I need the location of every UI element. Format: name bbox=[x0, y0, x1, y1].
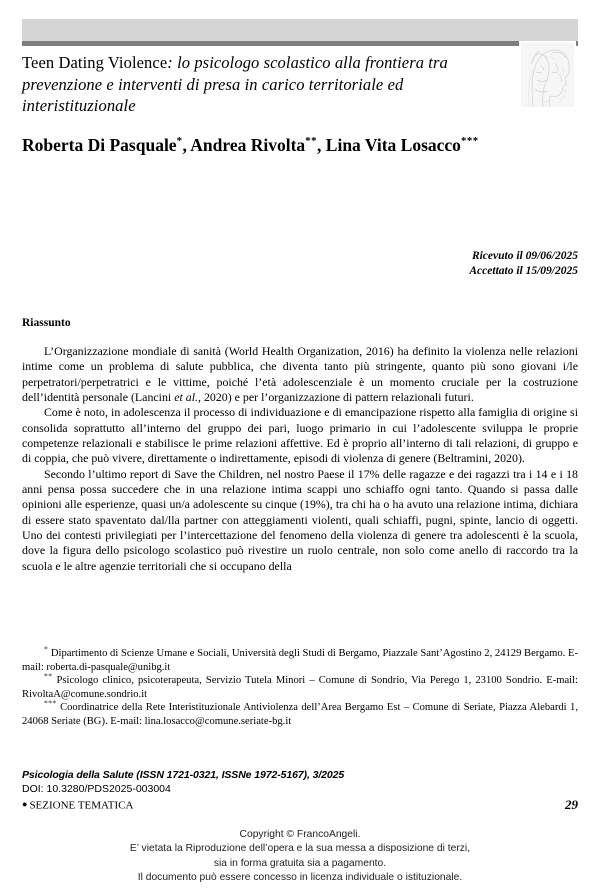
footnote-mark-3: *** bbox=[44, 698, 57, 708]
footnote-1 bbox=[22, 644, 578, 674]
author-name-3: Lina Vita Losacco bbox=[325, 135, 461, 155]
author-name-1: Roberta Di Pasquale bbox=[22, 135, 177, 155]
copyright-line-4: Il documento può essere concesso in licenza individuale o istituzionale. bbox=[137, 871, 463, 883]
author-footnote-mark-2: ** bbox=[305, 135, 318, 148]
author-name-2: Andrea Rivolta bbox=[190, 135, 306, 155]
journal-doi: DOI: 10.3280/PDS2025-003004 bbox=[22, 783, 171, 795]
footnotes-block bbox=[22, 644, 578, 729]
article-title-italic: : lo psicologo scolastico alla frontiera tra prevenzione e interventi di presa in carico territoriale ed interistituzionale bbox=[22, 53, 448, 115]
footnote-text-2: Psicologo clinico, psicoterapeuta, Servizio Tutela Minori – Comune di Sondrio, Via Perego 1, 23100 Sondrio. E-mail: RivoltaA@comune.sondrio.it bbox=[22, 675, 578, 700]
journal-title-line: Psicologia della Salute (ISSN 1721-0321, ISSNe 1972-5167), 3/2025 bbox=[22, 769, 345, 781]
author-separator-1: , bbox=[182, 135, 191, 155]
copyright-line-1: Copyright © FrancoAngeli. bbox=[239, 829, 361, 840]
page-number: 29 bbox=[565, 796, 578, 812]
footnote-2 bbox=[22, 671, 578, 701]
received-date: Ricevuto il 09/06/2025 bbox=[471, 250, 578, 262]
accepted-date: Accettato il 15/09/2025 bbox=[469, 264, 578, 277]
title-block bbox=[22, 52, 504, 117]
submission-dates bbox=[22, 249, 578, 278]
abstract-p1-part-a: L’Organizzazione mondiale di sanità (World Health Organization, 2016) ha definito la violenza nelle relazioni intime come un problema di salute pubblica, che diventa tanto più stringente, quanto più sono giovani i/le perpetratori/perpetratrici e le vittime, poiché l’età adolescenziale è un momento cruciale per la costruzione dell’identità personale (Lancini bbox=[22, 344, 578, 405]
abstract-p1-part-b: , 2020) e per l’organizzazione di pattern relazionali futuri. bbox=[198, 390, 474, 405]
article-title bbox=[22, 52, 504, 117]
copyright-line-3: sia in forma gratuita sia a pagamento. bbox=[213, 857, 387, 869]
abstract-paragraph-2: Come è noto, in adolescenza il processo di individuazione e di emancipazione rispetto alla famiglia di origine si consolida soprattutto all’interno del gruppo dei pari, luogo primario in cui l’adolescente sviluppa le proprie competenze relazionali e stabilisce le prime relazioni affettive. Ed è proprio all’interno di tali relazioni, di gruppo e di coppia, che può vivere, direttamente o indirettamente, episodi di violenza di genere (Beltramini, 2020). bbox=[22, 405, 578, 466]
author-separator-2: , bbox=[317, 135, 326, 155]
franco-angeli-profile-engraving-icon bbox=[519, 41, 576, 109]
article-title-roman: Teen Dating Violence bbox=[22, 53, 168, 72]
masthead-banner-bar bbox=[22, 19, 578, 41]
footnote-3 bbox=[22, 698, 578, 728]
copyright-notice bbox=[0, 828, 600, 885]
abstract-paragraph-1 bbox=[22, 344, 578, 405]
footnote-mark-2: ** bbox=[44, 671, 53, 681]
abstract-heading: Riassunto bbox=[22, 317, 71, 329]
abstract-paragraph-3: Secondo l’ultimo report di Save the Children, nel nostro Paese il 17% delle ragazze e dei ragazzi tra i 14 e i 18 anni pensa possa succedere che in una relazione intima scappi uno schiaffo ogni tanto. Quando si passa dalle opinioni alle esperienze, quasi un/a adolescente su cinque (19%), tra chi ha o ha avuto una relazione intima, dichiara di essere stato spaventato dal/lla partner con atteggiamenti violenti, quali schiaffi, pugni, spinte, lancio di oggetti. Uno dei contesti privilegiati per l’intercettazione del fenomeno della violenza di genere tra adolescenti è la scuola, dove la figura dello psicologo scolastico può rivestire un ruolo centrale, non solo come anello di raccordo tra la scuola e le altre agenzie territoriali che si occupano della bbox=[22, 466, 578, 573]
footnote-mark-1: * bbox=[44, 644, 49, 654]
bullet-icon: ● bbox=[22, 799, 28, 809]
masthead-banner-rule bbox=[22, 41, 578, 46]
author-footnote-mark-3: *** bbox=[460, 135, 479, 148]
footnote-text-3: Coordinatrice della Rete Interistituzionale Antiviolenza dell’Area Bergamo Est – Comune di Seriate, Piazza Alebardi 1, 24068 Seriate (BG). E-mail: lina.losacco@comune.seriate-bg.it bbox=[22, 702, 578, 727]
journal-section-row bbox=[22, 797, 578, 813]
author-list bbox=[22, 134, 578, 156]
abstract-p1-citation-etal: et al. bbox=[174, 390, 198, 405]
abstract-body bbox=[22, 344, 578, 574]
footnote-text-1: Dipartimento di Scienze Umane e Sociali, Università degli Studi di Bergamo, Piazzale Sant’Agostino 2, 24129 Bergamo. E-mail: roberta.di-pasquale@unibg.it bbox=[22, 648, 578, 673]
journal-info bbox=[22, 768, 578, 813]
copyright-line-2: E’ vietata la Riproduzione dell’opera e la sua messa a disposizione di terzi, bbox=[129, 843, 471, 855]
author-footnote-mark-1: * bbox=[176, 135, 183, 148]
journal-section-label bbox=[22, 797, 133, 813]
journal-section-name: SEZIONE TEMATICA bbox=[29, 799, 134, 812]
